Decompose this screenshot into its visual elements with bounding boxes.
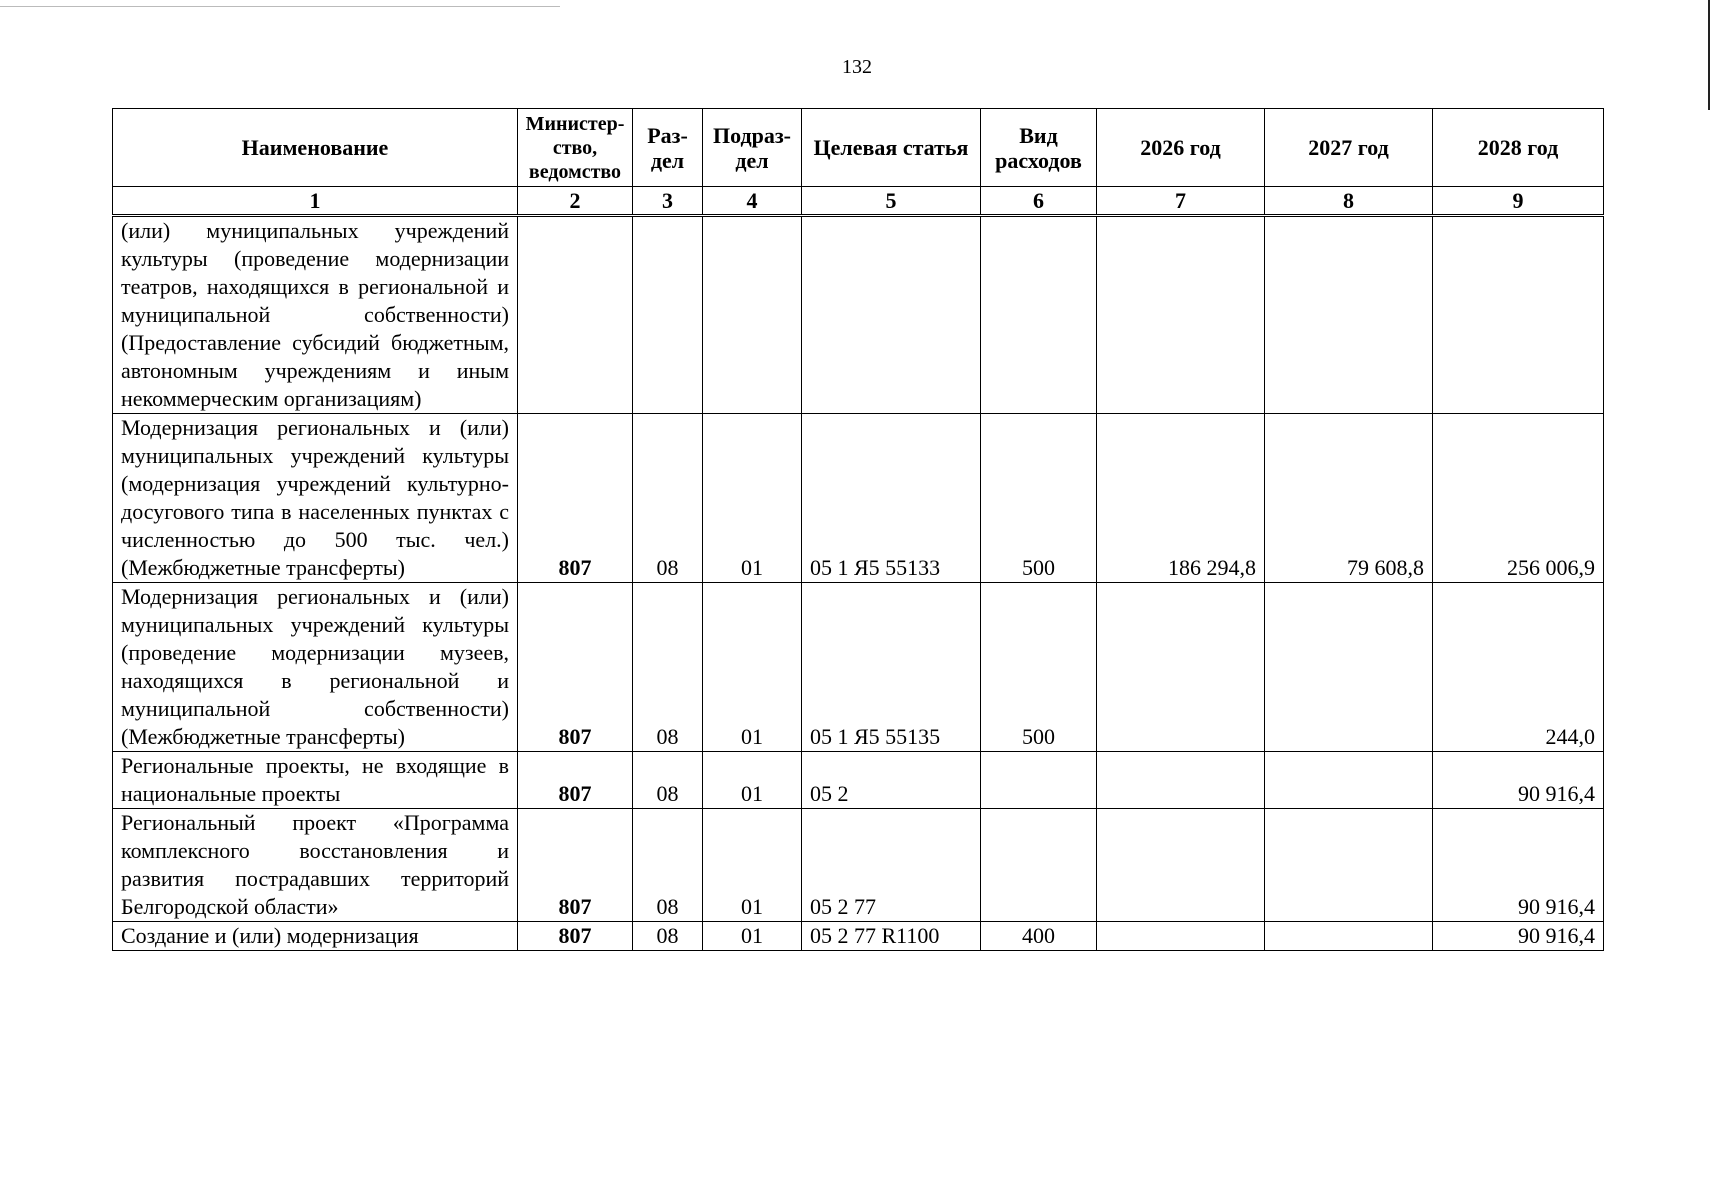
row-expense-type: 400 [981, 922, 1097, 951]
header-target: Целевая статья [802, 109, 981, 187]
column-number: 3 [633, 187, 703, 216]
row-ministry: 807 [518, 414, 633, 583]
row-amount-2027 [1265, 922, 1433, 951]
row-target: 05 1 Я5 55133 [802, 414, 981, 583]
table-row [113, 922, 1604, 951]
row-name: Модернизация региональных и (или) муниципальных учреждений культуры (модернизация учреждений культурно-досугового типа в населенных пунктах с численностью до 500 тыс. чел.) (Межбюджетные трансферты) [113, 414, 518, 583]
column-number: 8 [1265, 187, 1433, 216]
table-row [113, 752, 1604, 809]
row-target: 05 2 77 R1100 [802, 922, 981, 951]
row-section: 08 [633, 809, 703, 922]
header-subsection: Подраз-дел [703, 109, 802, 187]
row-amount-2026 [1097, 583, 1265, 752]
row-name: Создание и (или) модернизация [113, 922, 518, 951]
row-subsection: 01 [703, 922, 802, 951]
column-number: 4 [703, 187, 802, 216]
table-header-row [113, 109, 1604, 187]
column-number: 5 [802, 187, 981, 216]
row-amount-2027 [1265, 809, 1433, 922]
scan-edge-mark [1708, 0, 1710, 110]
row-section: 08 [633, 922, 703, 951]
row-name: Региональный проект «Программа комплексного восстановления и развития пострадавших территорий Белгородской области» [113, 809, 518, 922]
row-amount-2028 [1433, 216, 1604, 414]
row-amount-2028: 256 006,9 [1433, 414, 1604, 583]
table-row [113, 809, 1604, 922]
row-expense-type [981, 216, 1097, 414]
row-amount-2027: 79 608,8 [1265, 414, 1433, 583]
row-name: Региональные проекты, не входящие в национальные проекты [113, 752, 518, 809]
scan-border-line [0, 6, 560, 7]
row-subsection: 01 [703, 809, 802, 922]
header-2028: 2028 год [1433, 109, 1604, 187]
table-row [113, 216, 1604, 414]
row-section: 08 [633, 414, 703, 583]
row-amount-2027 [1265, 216, 1433, 414]
header-section: Раз-дел [633, 109, 703, 187]
row-target: 05 2 77 [802, 809, 981, 922]
column-number: 1 [113, 187, 518, 216]
table-row [113, 414, 1604, 583]
header-name: Наименование [113, 109, 518, 187]
budget-table [112, 108, 1604, 951]
row-amount-2028: 90 916,4 [1433, 752, 1604, 809]
row-subsection: 01 [703, 583, 802, 752]
row-target: 05 2 [802, 752, 981, 809]
header-2027: 2027 год [1265, 109, 1433, 187]
row-name: Модернизация региональных и (или) муниципальных учреждений культуры (проведение модернизации музеев, находящихся в региональной и муниципальной собственности) (Межбюджетные трансферты) [113, 583, 518, 752]
column-number: 9 [1433, 187, 1604, 216]
column-number: 7 [1097, 187, 1265, 216]
row-section [633, 216, 703, 414]
row-amount-2027 [1265, 583, 1433, 752]
row-target [802, 216, 981, 414]
page-number: 132 [842, 56, 872, 78]
row-ministry: 807 [518, 809, 633, 922]
header-2026: 2026 год [1097, 109, 1265, 187]
header-expense-type: Вид расходов [981, 109, 1097, 187]
row-subsection [703, 216, 802, 414]
row-section: 08 [633, 583, 703, 752]
row-name: (или) муниципальных учреждений культуры (проведение модернизации театров, находящихся в региональной и муниципальной собственности) (Предоставление субсидий бюджетным, автономным учреждениям и иным некоммерческим организациям) [113, 216, 518, 414]
row-expense-type [981, 809, 1097, 922]
row-target: 05 1 Я5 55135 [802, 583, 981, 752]
row-ministry [518, 216, 633, 414]
row-ministry: 807 [518, 922, 633, 951]
row-expense-type: 500 [981, 583, 1097, 752]
row-amount-2026 [1097, 922, 1265, 951]
column-number: 2 [518, 187, 633, 216]
row-amount-2028: 90 916,4 [1433, 922, 1604, 951]
row-expense-type: 500 [981, 414, 1097, 583]
row-amount-2026 [1097, 216, 1265, 414]
table-row [113, 583, 1604, 752]
row-amount-2026 [1097, 809, 1265, 922]
row-subsection: 01 [703, 414, 802, 583]
row-ministry: 807 [518, 583, 633, 752]
row-amount-2028: 244,0 [1433, 583, 1604, 752]
row-amount-2028: 90 916,4 [1433, 809, 1604, 922]
row-subsection: 01 [703, 752, 802, 809]
row-ministry: 807 [518, 752, 633, 809]
header-ministry: Министер-ство, ведомство [518, 109, 633, 187]
row-amount-2026: 186 294,8 [1097, 414, 1265, 583]
column-number: 6 [981, 187, 1097, 216]
row-amount-2027 [1265, 752, 1433, 809]
column-number-row [113, 187, 1604, 216]
row-amount-2026 [1097, 752, 1265, 809]
row-section: 08 [633, 752, 703, 809]
row-expense-type [981, 752, 1097, 809]
